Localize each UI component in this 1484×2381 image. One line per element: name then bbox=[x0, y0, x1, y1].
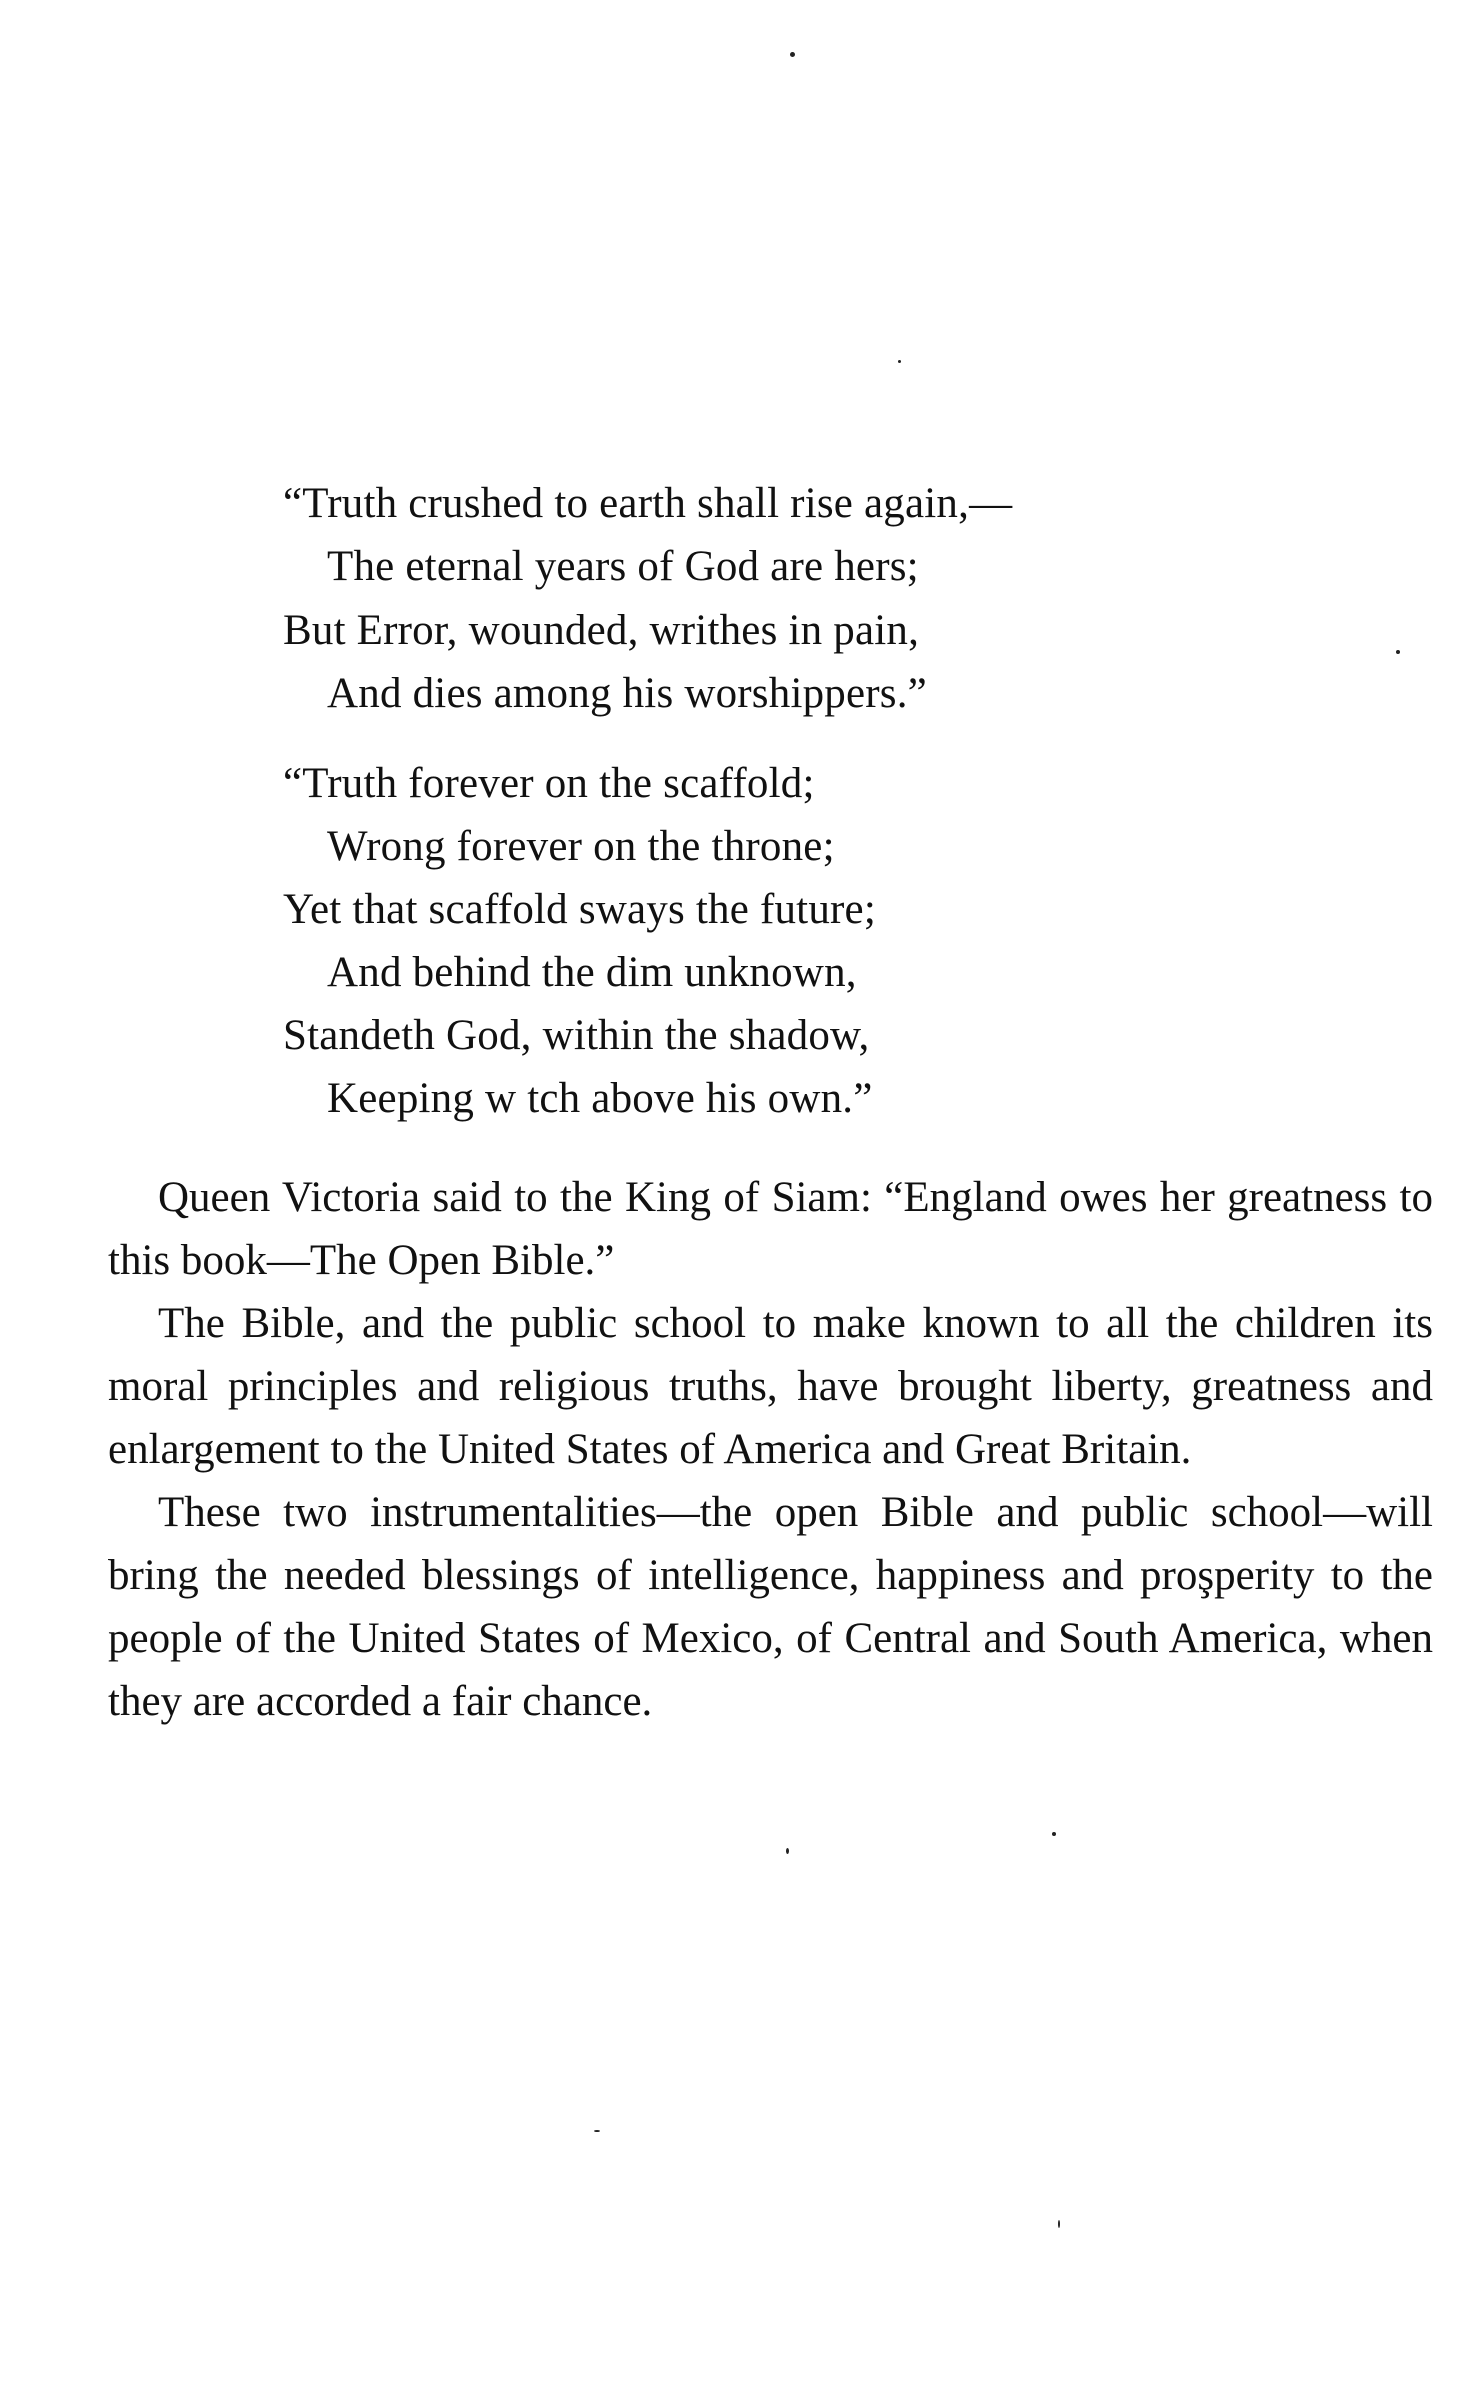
poem-line: Yet that scaffold sways the future; bbox=[283, 886, 876, 933]
print-speck bbox=[898, 360, 901, 363]
poem-line: The eternal years of God are hers; bbox=[327, 543, 919, 590]
print-speck bbox=[1052, 1832, 1056, 1836]
poem-line: And dies among his worshippers.” bbox=[327, 670, 927, 717]
poem-line: Wrong forever on the throne; bbox=[327, 823, 835, 870]
print-speck bbox=[1058, 2220, 1060, 2228]
print-speck bbox=[786, 1848, 789, 1854]
poem-line: “Truth forever on the scaffold; bbox=[283, 760, 815, 807]
poem-line: “Truth crushed to earth shall rise again,— bbox=[283, 480, 1013, 527]
prose-body bbox=[108, 1166, 1433, 1733]
print-speck bbox=[790, 52, 795, 57]
poem-line: Standeth God, within the shadow, bbox=[283, 1012, 870, 1059]
poem-line: Keeping w tch above his own.” bbox=[327, 1075, 873, 1122]
print-speck bbox=[1396, 650, 1400, 654]
poem-line: But Error, wounded, writhes in pain, bbox=[283, 607, 920, 654]
print-speck bbox=[594, 2130, 600, 2132]
paragraph: Queen Victoria said to the King of Siam: “England owes her greatness to this book—The Open Bible.” bbox=[108, 1174, 1433, 1284]
paragraph: The Bible, and the public school to make known to all the children its moral principles and religious truths, have brought liberty, greatness and enlargement to the United States of America and Great Britain. bbox=[108, 1300, 1433, 1473]
paragraph: These two instrumentalities—the open Bible and public school—will bring the needed blessings of intelligence, happiness and proşperity to the people of the United States of Mexico, of Central and South America, when they are accorded a fair chance. bbox=[108, 1489, 1433, 1725]
poem-line: And behind the dim unknown, bbox=[327, 949, 857, 996]
